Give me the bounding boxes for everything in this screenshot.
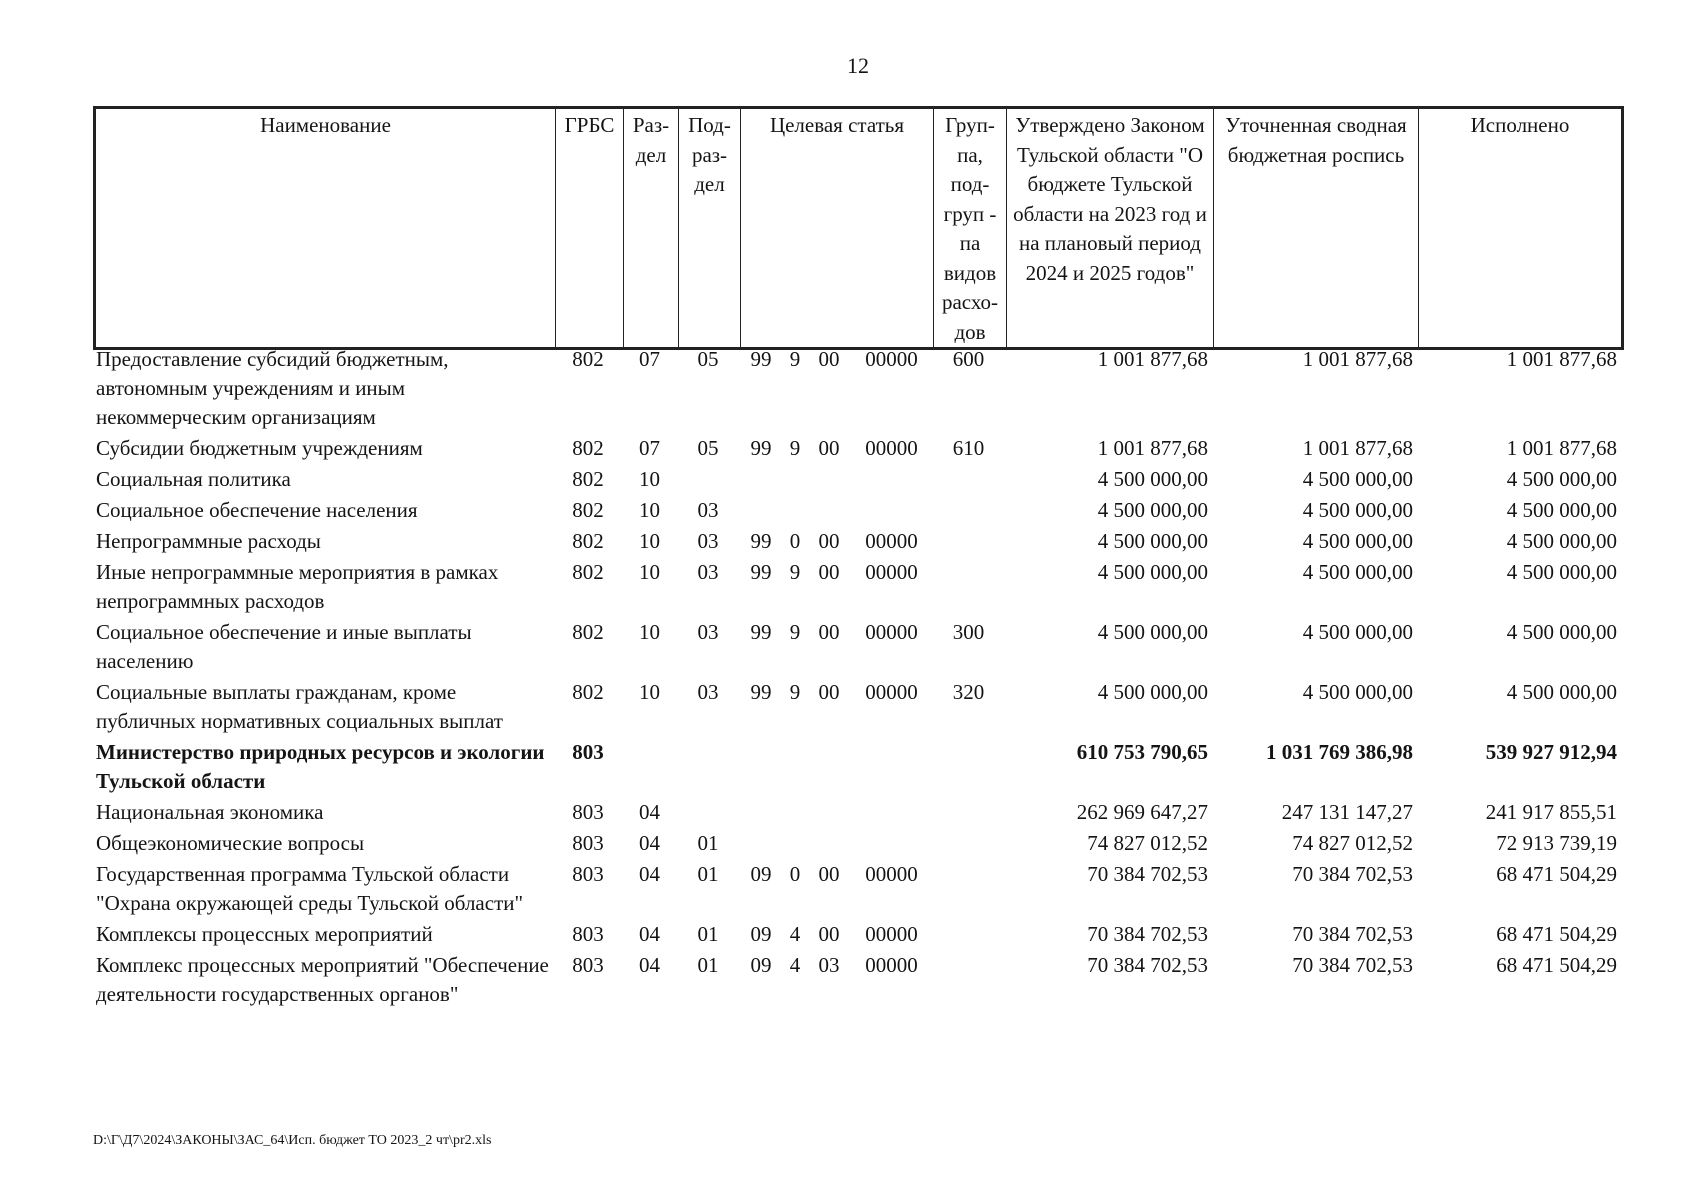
row-target-program: 09 [750, 862, 772, 886]
row-target-event: 00 [818, 862, 840, 886]
row-grbs: 803 [572, 953, 604, 977]
row-name: Субсидии бюджетным учреждениям [96, 436, 423, 460]
row-grbs: 802 [572, 529, 604, 553]
row-target-event: 00 [818, 560, 840, 584]
row-grbs: 802 [572, 467, 604, 491]
row-target-program: 09 [750, 922, 772, 946]
row-target-subprogram: 0 [789, 862, 801, 886]
row-podrazdel: 03 [697, 498, 719, 522]
row-podrazdel: 01 [697, 953, 719, 977]
row-name: Иные непрограммные мероприятия в рамках непрограммных расходов [96, 560, 499, 613]
header-name: Наименование [95, 108, 556, 349]
row-target-program [739, 465, 783, 496]
row-target-direction: 00000 [865, 680, 918, 704]
page-number: 12 [847, 53, 869, 78]
row-grbs: 802 [572, 347, 604, 371]
row-target-direction [851, 798, 932, 829]
row-executed: 68 471 504,29 [1496, 922, 1617, 946]
row-name: Предоставление субсидий бюджетным, автономным учреждениям и иным некоммерческим организациям [96, 347, 449, 429]
header-grbs: ГРБС [556, 108, 624, 349]
table-row [93, 465, 1621, 496]
table-row [93, 527, 1621, 558]
row-target-program [739, 496, 783, 527]
row-target-program: 09 [750, 953, 772, 977]
row-expense-group [932, 738, 1005, 798]
row-expense-group [932, 496, 1005, 527]
header-target: Целевая статья [741, 108, 934, 349]
row-approved: 610 753 790,65 [1076, 740, 1208, 764]
row-target-direction [851, 829, 932, 860]
row-target-event [807, 798, 851, 829]
row-refined: 4 500 000,00 [1302, 529, 1413, 553]
row-target-direction [851, 496, 932, 527]
row-approved: 4 500 000,00 [1097, 560, 1208, 584]
row-target-event [807, 465, 851, 496]
row-approved: 4 500 000,00 [1097, 620, 1208, 644]
table-row [93, 860, 1621, 920]
row-name: Государственная программа Тульской области "Охрана окружающей среды Тульской области" [96, 862, 524, 915]
table-row [93, 738, 1621, 798]
row-razdel: 10 [639, 467, 660, 491]
row-executed: 539 927 912,94 [1485, 740, 1617, 764]
row-podrazdel: 05 [697, 436, 719, 460]
row-executed: 4 500 000,00 [1506, 680, 1617, 704]
row-target-subprogram [783, 465, 807, 496]
row-podrazdel: 01 [697, 922, 719, 946]
row-razdel: 07 [639, 347, 660, 371]
header-refined: Уточненная сводная бюджетная роспись [1214, 108, 1419, 349]
row-executed: 4 500 000,00 [1506, 560, 1617, 584]
row-grbs: 802 [572, 498, 604, 522]
row-target-event: 00 [818, 680, 840, 704]
row-expense-group [932, 920, 1005, 951]
row-razdel: 04 [639, 862, 660, 886]
table-header [93, 106, 1624, 350]
row-podrazdel: 03 [697, 680, 719, 704]
row-refined: 70 384 702,53 [1292, 953, 1413, 977]
row-razdel: 10 [639, 620, 660, 644]
row-approved: 70 384 702,53 [1087, 862, 1208, 886]
row-podrazdel [677, 465, 739, 496]
row-name: Общеэкономические вопросы [96, 831, 365, 855]
row-approved: 1 001 877,68 [1097, 436, 1208, 460]
row-approved: 262 969 647,27 [1076, 800, 1208, 824]
row-executed: 241 917 855,51 [1485, 800, 1617, 824]
row-approved: 4 500 000,00 [1097, 529, 1208, 553]
row-name: Национальная экономика [96, 800, 324, 824]
row-grbs: 802 [572, 436, 604, 460]
row-refined: 4 500 000,00 [1302, 620, 1413, 644]
row-refined: 74 827 012,52 [1292, 831, 1413, 855]
row-expense-group [932, 465, 1005, 496]
row-target-program: 99 [750, 620, 772, 644]
table-row [93, 618, 1621, 678]
row-target-event: 00 [818, 529, 840, 553]
row-grbs: 803 [572, 862, 604, 886]
row-target-event [807, 829, 851, 860]
row-name: Социальное обеспечение и иные выплаты населению [96, 620, 472, 673]
row-razdel: 10 [639, 680, 660, 704]
row-podrazdel [677, 798, 739, 829]
row-name: Социальные выплаты гражданам, кроме публичных нормативных социальных выплат [96, 680, 503, 733]
row-razdel: 07 [639, 436, 660, 460]
row-target-event: 00 [818, 922, 840, 946]
row-refined: 4 500 000,00 [1302, 467, 1413, 491]
row-refined: 4 500 000,00 [1302, 498, 1413, 522]
row-target-event [807, 738, 851, 798]
row-target-subprogram [783, 829, 807, 860]
table-row [93, 496, 1621, 527]
table-row [93, 558, 1621, 618]
row-name: Социальная политика [96, 467, 291, 491]
table-row [93, 920, 1621, 951]
row-target-event: 00 [818, 620, 840, 644]
row-grbs: 802 [572, 680, 604, 704]
row-razdel: 10 [639, 529, 660, 553]
row-target-direction: 00000 [865, 620, 918, 644]
row-approved: 74 827 012,52 [1087, 831, 1208, 855]
row-target-subprogram: 9 [789, 680, 801, 704]
row-approved: 70 384 702,53 [1087, 922, 1208, 946]
row-razdel: 10 [639, 560, 660, 584]
row-refined: 4 500 000,00 [1302, 560, 1413, 584]
row-grbs: 802 [572, 620, 604, 644]
row-refined: 4 500 000,00 [1302, 680, 1413, 704]
row-target-subprogram [783, 798, 807, 829]
row-target-event: 00 [818, 436, 840, 460]
table-row [93, 951, 1621, 1011]
row-approved: 1 001 877,68 [1097, 347, 1208, 371]
row-razdel [622, 738, 677, 798]
row-target-program [739, 829, 783, 860]
row-razdel: 04 [639, 831, 660, 855]
row-target-event: 00 [818, 347, 840, 371]
row-podrazdel: 01 [697, 862, 719, 886]
row-razdel: 04 [639, 922, 660, 946]
row-approved: 70 384 702,53 [1087, 953, 1208, 977]
row-refined: 1 001 877,68 [1302, 436, 1413, 460]
table-row [93, 829, 1621, 860]
row-grbs: 803 [572, 922, 604, 946]
row-target-subprogram: 9 [789, 560, 801, 584]
row-target-subprogram [783, 496, 807, 527]
row-target-direction: 00000 [865, 922, 918, 946]
row-target-subprogram: 9 [789, 347, 801, 371]
row-executed: 1 001 877,68 [1506, 347, 1617, 371]
row-target-direction: 00000 [865, 347, 918, 371]
row-expense-group [932, 951, 1005, 1011]
header-executed: Исполнено [1419, 108, 1623, 349]
row-grbs: 803 [572, 800, 604, 824]
row-target-direction: 00000 [865, 560, 918, 584]
row-target-program: 99 [750, 529, 772, 553]
row-target-direction: 00000 [865, 953, 918, 977]
row-expense-group [932, 558, 1005, 618]
row-name: Комплекс процессных мероприятий "Обеспечение деятельности государственных органов" [96, 953, 549, 1006]
row-expense-group [932, 829, 1005, 860]
table-row [93, 434, 1621, 465]
row-grbs: 802 [572, 560, 604, 584]
row-executed: 4 500 000,00 [1506, 620, 1617, 644]
table-row [93, 678, 1621, 738]
row-target-subprogram: 0 [789, 529, 801, 553]
row-target-program: 99 [750, 436, 772, 460]
row-target-direction [851, 465, 932, 496]
row-target-program [739, 798, 783, 829]
header-razdel: Раз- дел [624, 108, 679, 349]
row-expense-group: 320 [952, 680, 985, 704]
footer-file-path: D:\Г\Д7\2024\ЗАКОНЫ\ЗАС_64\Исп. бюджет ТО 2023_2 чт\pr2.xls [93, 1133, 492, 1148]
table-row [93, 345, 1621, 434]
row-expense-group: 610 [952, 436, 985, 460]
row-approved: 4 500 000,00 [1097, 498, 1208, 522]
row-executed: 4 500 000,00 [1506, 529, 1617, 553]
row-target-direction: 00000 [865, 862, 918, 886]
row-razdel: 04 [639, 800, 660, 824]
row-target-program: 99 [750, 680, 772, 704]
table-body [93, 345, 1621, 1011]
header-group: Груп- па, под- груп - па видов расхо- дов [934, 108, 1007, 349]
row-podrazdel: 03 [697, 529, 719, 553]
row-target-event: 03 [818, 953, 840, 977]
row-podrazdel [677, 738, 739, 798]
row-executed: 4 500 000,00 [1506, 498, 1617, 522]
row-refined: 1 001 877,68 [1302, 347, 1413, 371]
row-name: Непрограммные расходы [96, 529, 321, 553]
row-refined: 247 131 147,27 [1281, 800, 1413, 824]
row-executed: 4 500 000,00 [1506, 467, 1617, 491]
row-approved: 4 500 000,00 [1097, 680, 1208, 704]
row-refined: 70 384 702,53 [1292, 922, 1413, 946]
row-target-program [739, 738, 783, 798]
row-target-direction: 00000 [865, 529, 918, 553]
row-grbs: 803 [572, 831, 604, 855]
row-target-program: 99 [750, 560, 772, 584]
row-refined: 1 031 769 386,98 [1266, 740, 1413, 764]
row-target-subprogram: 9 [789, 620, 801, 644]
row-expense-group [932, 527, 1005, 558]
row-name: Социальное обеспечение населения [96, 498, 418, 522]
row-target-subprogram: 4 [789, 953, 801, 977]
row-approved: 4 500 000,00 [1097, 467, 1208, 491]
header-approved: Утверждено Законом Тульской области "О бюджете Тульской области на 2023 год и на плановый период 2024 и 2025 годов" [1007, 108, 1214, 349]
header-podrazdel: Под- раз- дел [679, 108, 741, 349]
row-podrazdel: 03 [697, 620, 719, 644]
row-expense-group [932, 860, 1005, 920]
row-name: Комплексы процессных мероприятий [96, 922, 433, 946]
row-razdel: 04 [639, 953, 660, 977]
row-podrazdel: 05 [697, 347, 719, 371]
row-target-direction: 00000 [865, 436, 918, 460]
row-podrazdel: 01 [697, 831, 719, 855]
row-target-event [807, 496, 851, 527]
row-expense-group: 600 [952, 347, 985, 371]
row-refined: 70 384 702,53 [1292, 862, 1413, 886]
row-executed: 72 913 739,19 [1496, 831, 1617, 855]
row-expense-group [932, 798, 1005, 829]
row-razdel: 10 [639, 498, 660, 522]
row-executed: 1 001 877,68 [1506, 436, 1617, 460]
row-executed: 68 471 504,29 [1496, 862, 1617, 886]
row-target-subprogram: 4 [789, 922, 801, 946]
row-target-subprogram [783, 738, 807, 798]
table-row [93, 798, 1621, 829]
row-target-subprogram: 9 [789, 436, 801, 460]
row-expense-group: 300 [952, 620, 985, 644]
row-grbs: 803 [572, 740, 604, 764]
row-target-program: 99 [750, 347, 772, 371]
row-podrazdel: 03 [697, 560, 719, 584]
row-executed: 68 471 504,29 [1496, 953, 1617, 977]
row-name: Министерство природных ресурсов и экологии Тульской области [96, 740, 545, 793]
row-target-direction [851, 738, 932, 798]
